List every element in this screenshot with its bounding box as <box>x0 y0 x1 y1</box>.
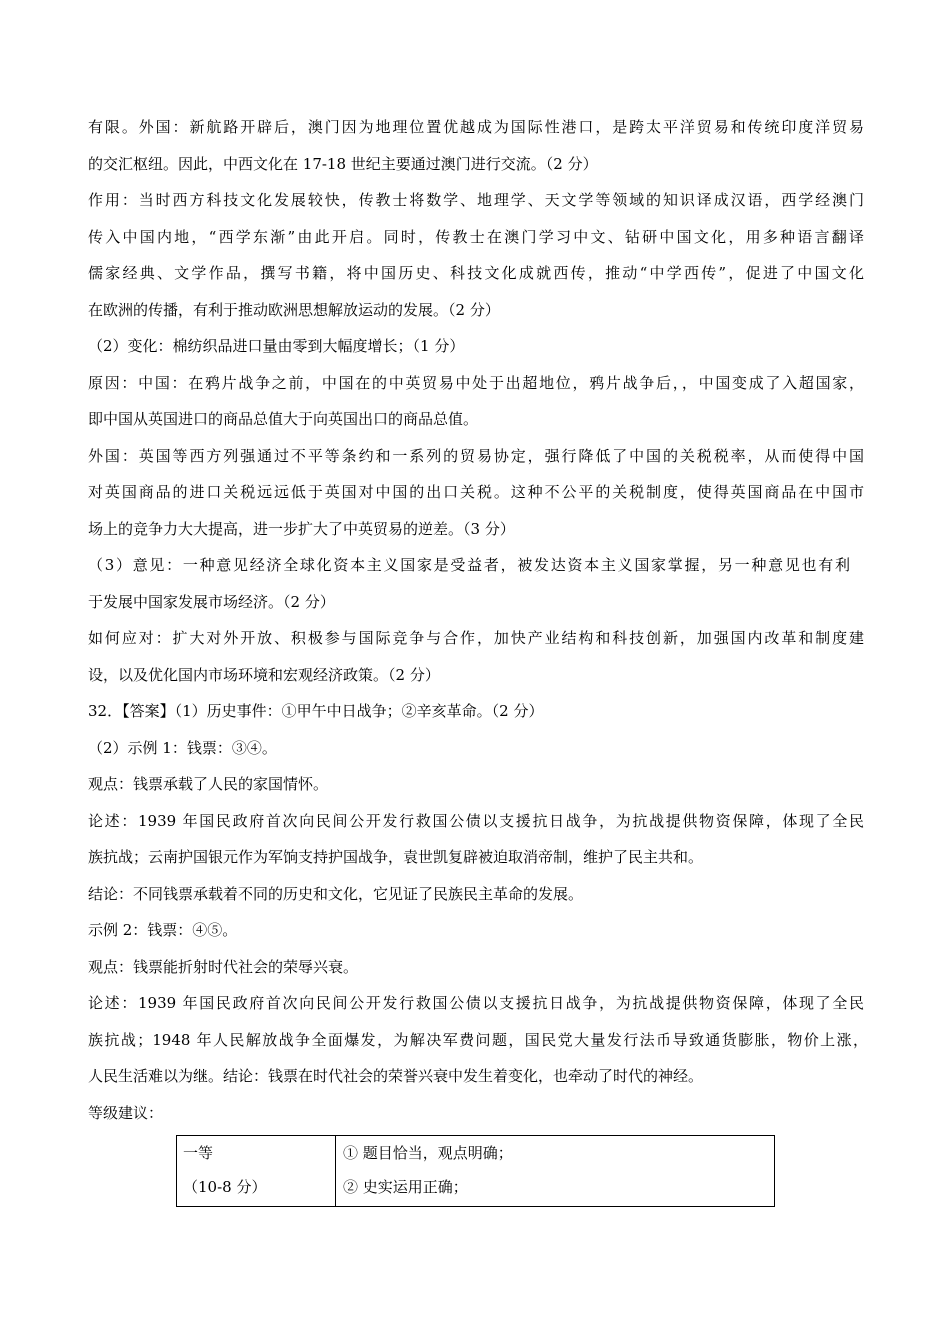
grade-table <box>176 1135 775 1207</box>
paragraph-line: 观点：钱票能折射时代社会的荣辱兴衰。 <box>88 957 359 976</box>
criteria-item: ① 题目恰当，观点明确； <box>343 1144 513 1162</box>
paragraph-line: 外国：英国等西方列强通过不平等条约和一系列的贸易协定，强行降低了中国的关税税率，从而使得中国 <box>88 446 864 465</box>
paragraph-line: 有限。外国：新航路开辟后，澳门因为地理位置优越成为国际性港口，是跨太平洋贸易和传统印度洋贸易 <box>88 118 864 136</box>
paragraph-line: 观点：钱票承载了人民的家国情怀。 <box>88 775 329 793</box>
paragraph-line: 于发展中国家发展市场经济。（2 分） <box>88 592 335 611</box>
paragraph-line: 作用：当时西方科技文化发展较快，传教士将数学、地理学、天文学等领域的知识译成汉语，西学经澳门 <box>88 191 864 209</box>
paragraph-line: 人民生活难以为继。结论：钱票在时代社会的荣誉兴衰中发生着变化，也牵动了时代的神经。 <box>88 1067 704 1085</box>
paragraph-line: 儒家经典、文学作品，撰写书籍，将中国历史、科技文化成就西传，推动“中学西传”，促进了中国文化 <box>88 264 864 282</box>
paragraph-line: 论述：1939 年国民政府首次向民间公开发行救国公债以支援抗日战争，为抗战提供物资保障，体现了全民 <box>88 994 864 1012</box>
paragraph-line: （3）意见：一种意见经济全球化资本主义国家是受益者，被发达资本主义国家掌握，另一种意见也有利 <box>88 556 850 574</box>
grade-level: 一等 <box>183 1144 214 1162</box>
criteria-cell <box>336 1136 774 1206</box>
paragraph-line: 在欧洲的传播，有利于推动欧洲思想解放运动的发展。（2 分） <box>88 300 500 319</box>
paragraph-line: 原因：中国：在鸦片战争之前，中国在的中英贸易中处于出超地位，鸦片战争后，，中国变成了入超国家， <box>88 373 864 392</box>
paragraph-line: 族抗战；云南护国银元作为军饷支持护国战争，袁世凯复辟被迫取消帝制，维护了民主共和。 <box>88 848 704 866</box>
paragraph-line: 即中国从英国进口的商品总值大于向英国出口的商品总值。 <box>88 410 479 428</box>
paragraph-line: 族抗战；1948 年人民解放战争全面爆发，为解决军费问题，国民党大量发行法币导致通货膨胀，物价上涨， <box>88 1030 868 1049</box>
paragraph-line: 示例 2：钱票：④⑤。 <box>88 921 238 939</box>
paragraph-line: 设，以及优化国内市场环境和宏观经济政策。（2 分） <box>88 665 440 684</box>
paragraph-line: （2）变化：棉纺织品进口量由零到大幅度增长；（1 分） <box>88 337 465 355</box>
paragraph-line: 传入中国内地，“西学东渐”由此开启。同时，传教士在澳门学习中文、钻研中国文化，用多种语言翻译 <box>88 227 864 246</box>
paragraph-line: 场上的竞争力大大提高，进一步扩大了中英贸易的逆差。（3 分） <box>88 519 515 538</box>
answer-text-block <box>88 109 868 1131</box>
paragraph-line: 的交汇枢纽。因此，中西文化在 17-18 世纪主要通过澳门进行交流。（2 分） <box>88 154 598 173</box>
grade-suggestion-label: 等级建议： <box>88 1103 164 1122</box>
grade-score-range: （10-8 分） <box>183 1178 267 1196</box>
answer-heading-line: 32．【答案】（1）历史事件：①甲午中日战争；②辛亥革命。（2 分） <box>88 702 544 720</box>
paragraph-line: 对英国商品的进口关税远远低于英国对中国的出口关税。这种不公平的关税制度，使得英国商品在中国市 <box>88 483 864 501</box>
paragraph-line: 结论：不同钱票承载着不同的历史和文化，它见证了民族民主革命的发展。 <box>88 884 584 903</box>
criteria-item: ② 史实运用正确； <box>343 1178 468 1196</box>
paragraph-line: 论述：1939 年国民政府首次向民间公开发行救国公债以支援抗日战争，为抗战提供物资保障，体现了全民 <box>88 811 864 830</box>
paragraph-line: （2）示例 1：钱票：③④。 <box>88 738 277 757</box>
paragraph-line: 如何应对：扩大对外开放、积极参与国际竞争与合作，加快产业结构和科技创新，加强国内改革和制度建 <box>88 629 864 647</box>
grade-cell <box>177 1136 336 1206</box>
